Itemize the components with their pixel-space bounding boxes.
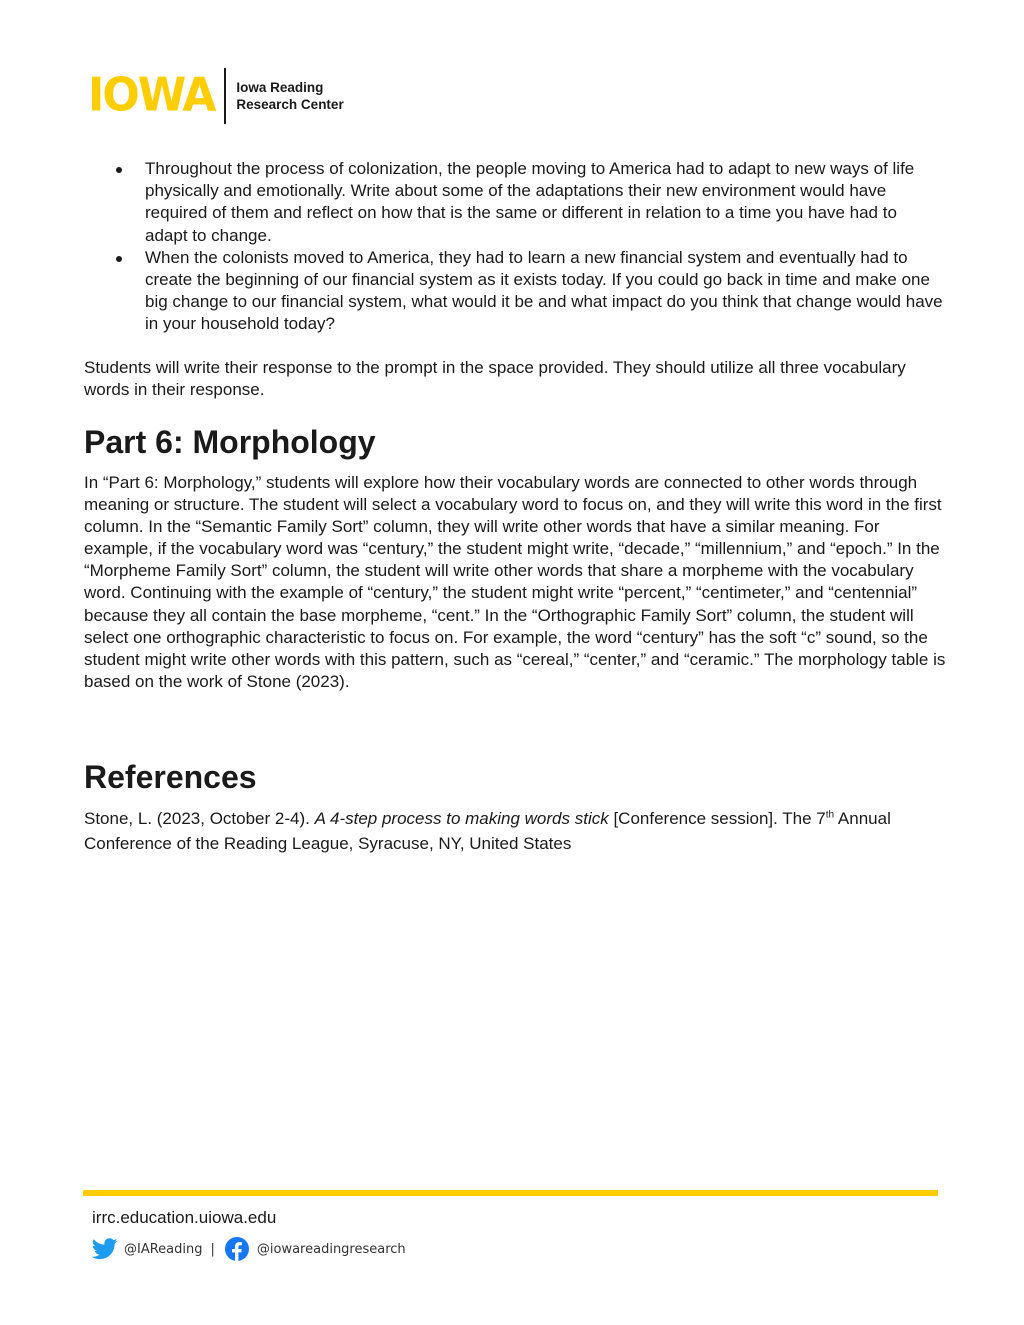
social-separator: | [210,1241,215,1257]
logo-divider [224,68,226,124]
twitter-icon[interactable] [92,1238,118,1260]
header [88,66,344,126]
references-heading: References [84,759,257,795]
center-name-line1: Iowa Reading [236,80,324,95]
reference-author: Stone, L. (2023, October 2-4). [84,809,315,828]
facebook-handle[interactable]: @iowareadingresearch [256,1241,406,1257]
bullet-text: When the colonists moved to America, they had to learn a new financial system and eventually had to create the beginning of our financial system as it exists today. If you could go back in time and make one big change to our financial system, what would it be and what impact do you think that change would have in your household today? [145,247,943,334]
reference-title: A 4-step process to making words stick [314,809,609,828]
bullet-icon [116,167,122,173]
center-name [236,79,343,113]
reference-venue: Annual Conference of the Reading League, Syracuse, NY, United States [84,809,891,853]
twitter-handle[interactable]: @IAReading [124,1241,203,1257]
part6-body: In “Part 6: Morphology,” students will explore how their vocabulary words are connected to other words through meaning or structure. The student will select a vocabulary word to focus on, and they will write this word in the first column. In the “Semantic Family Sort” column, they will write other words that have a similar meaning. For example, if the vocabulary word was “century,” the student might write, “decade,” “millennium,” and “epoch.” In the “Morpheme Family Sort” column, the student will write other words that share a morpheme with the vocabulary word. Continuing with the example of “century,” the student might write “percent,” “centimeter,” and “centennial” because they all contain the base morpheme, “cent.” In the “Orthographic Family Sort” column, the student will select one orthographic characteristic to focus on. For example, the word “century” has the soft “c” sound, so the student might write other words with this pattern, such as “cereal,” “center,” and “ceramic.” The morphology table is based on the work of Stone (2023). [84,473,946,691]
list-item [113,247,943,336]
reference-session: [Conference session]. The 7 [608,809,826,828]
list-item [113,158,943,247]
part6-heading: Part 6: Morphology [84,424,376,460]
prompt-bullet-list [113,158,943,336]
reference-entry [84,806,954,856]
center-name-line2: Research Center [236,97,344,112]
bullet-text: Throughout the process of colonization, the people moving to America had to adapt to new ways of life physically and emotionally. Write about some of the adaptations their new environment would have required of them and reflect on how that is the same or different in relation to a time you have had to adapt to change. [145,159,915,245]
iowa-logo: IOWA [88,68,215,123]
bullet-icon [116,256,122,262]
reference-ordinal: th [825,809,835,821]
social-links [92,1236,406,1262]
footer-divider [83,1190,938,1196]
footer-url-link[interactable]: irrc.education.uiowa.edu [92,1208,277,1227]
students-paragraph: Students will write their response to the prompt in the space provided. They should utilize all three vocabulary words in their response. [84,358,906,400]
facebook-icon[interactable] [225,1237,249,1261]
